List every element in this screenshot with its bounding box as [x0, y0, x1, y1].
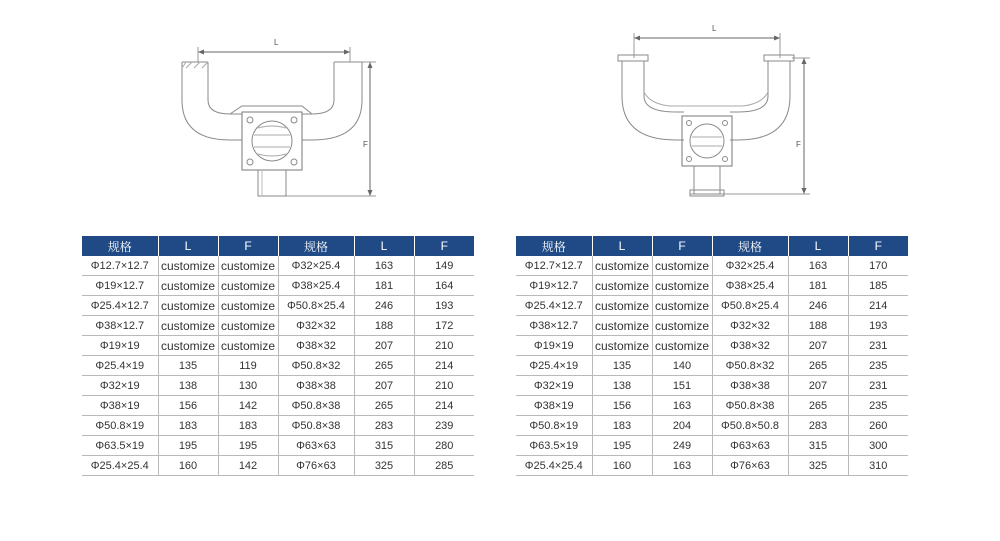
table-row [82, 416, 474, 436]
header-f: F [218, 236, 278, 256]
table-cell: Φ50.8×25.4 [712, 296, 788, 316]
table-cell: Φ32×32 [712, 316, 788, 336]
table-cell: customize [592, 336, 652, 356]
table-cell: 138 [158, 376, 218, 396]
fitting-drawing-left-svg [170, 0, 390, 215]
table-cell: 140 [652, 356, 712, 376]
table-row [516, 336, 908, 356]
header-spec: 规格 [516, 236, 592, 256]
table-cell: 195 [218, 436, 278, 456]
table-cell: customize [158, 296, 218, 316]
table-cell: Φ63.5×19 [82, 436, 158, 456]
table-cell: Φ25.4×12.7 [82, 296, 158, 316]
table-cell: 207 [354, 376, 414, 396]
table-cell: 138 [592, 376, 652, 396]
table-cell: customize [652, 336, 712, 356]
table-cell: 231 [848, 376, 908, 396]
table-cell: Φ19×12.7 [516, 276, 592, 296]
table-row [82, 296, 474, 316]
table-cell: 188 [788, 316, 848, 336]
spec-table-left-body [82, 256, 474, 476]
table-cell: Φ32×19 [516, 376, 592, 396]
header-spec: 规格 [278, 236, 354, 256]
table-cell: 163 [652, 396, 712, 416]
table-header-row [82, 236, 474, 256]
table-cell: Φ19×19 [82, 336, 158, 356]
table-row [516, 416, 908, 436]
table-row [516, 436, 908, 456]
table-cell: Φ50.8×38 [712, 396, 788, 416]
table-cell: Φ63×63 [278, 436, 354, 456]
table-cell: 265 [788, 396, 848, 416]
table-header-row [516, 236, 908, 256]
table-cell: 325 [354, 456, 414, 476]
table-row [82, 436, 474, 456]
table-cell: 195 [158, 436, 218, 456]
table-cell: 214 [848, 296, 908, 316]
table-row [82, 356, 474, 376]
table-cell: customize [652, 316, 712, 336]
table-cell: 151 [652, 376, 712, 396]
table-cell: customize [592, 256, 652, 276]
fitting-drawing-right [610, 0, 830, 215]
table-cell: Φ50.8×38 [278, 416, 354, 436]
table-cell: 188 [354, 316, 414, 336]
table-cell: 149 [414, 256, 474, 276]
table-cell: Φ32×32 [278, 316, 354, 336]
header-spec: 规格 [712, 236, 788, 256]
header-l: L [788, 236, 848, 256]
fitting-drawing-right-svg [610, 0, 830, 215]
table-cell: 183 [218, 416, 278, 436]
table-cell: 239 [414, 416, 474, 436]
table-cell: customize [652, 296, 712, 316]
table-cell: Φ63.5×19 [516, 436, 592, 456]
table-cell: 172 [414, 316, 474, 336]
table-cell: 265 [354, 356, 414, 376]
table-cell: Φ12.7×12.7 [82, 256, 158, 276]
table-cell: Φ25.4×25.4 [82, 456, 158, 476]
header-spec: 规格 [82, 236, 158, 256]
table-cell: 315 [788, 436, 848, 456]
table-row [516, 316, 908, 336]
table-cell: Φ19×19 [516, 336, 592, 356]
table-cell: Φ25.4×19 [82, 356, 158, 376]
table-cell: 156 [592, 396, 652, 416]
table-cell: 135 [158, 356, 218, 376]
table-cell: 193 [848, 316, 908, 336]
table-cell: Φ50.8×19 [516, 416, 592, 436]
table-cell: 280 [414, 436, 474, 456]
table-cell: Φ50.8×38 [278, 396, 354, 416]
table-cell: Φ38×12.7 [516, 316, 592, 336]
table-cell: 249 [652, 436, 712, 456]
table-cell: Φ63×63 [712, 436, 788, 456]
header-f: F [414, 236, 474, 256]
table-row [516, 356, 908, 376]
table-cell: 142 [218, 456, 278, 476]
header-l: L [158, 236, 218, 256]
table-cell: customize [592, 276, 652, 296]
table-cell: 325 [788, 456, 848, 476]
table-cell: 214 [414, 396, 474, 416]
table-row [82, 276, 474, 296]
table-cell: Φ50.8×19 [82, 416, 158, 436]
table-cell: Φ32×25.4 [712, 256, 788, 276]
table-cell: 265 [354, 396, 414, 416]
table-cell: 300 [848, 436, 908, 456]
table-cell: 204 [652, 416, 712, 436]
table-cell: customize [218, 336, 278, 356]
table-row [516, 396, 908, 416]
spec-table-right-body [516, 256, 908, 476]
table-cell: customize [158, 316, 218, 336]
table-cell: 283 [788, 416, 848, 436]
table-cell: Φ50.8×32 [712, 356, 788, 376]
table-cell: 246 [354, 296, 414, 316]
table-cell: Φ76×63 [278, 456, 354, 476]
table-cell: customize [158, 276, 218, 296]
table-row [516, 276, 908, 296]
table-cell: Φ12.7×12.7 [516, 256, 592, 276]
height-label-left: F [363, 140, 368, 149]
table-row [82, 316, 474, 336]
table-cell: Φ32×19 [82, 376, 158, 396]
table-cell: Φ38×25.4 [278, 276, 354, 296]
table-cell: Φ38×38 [278, 376, 354, 396]
table-cell: Φ38×19 [516, 396, 592, 416]
header-f: F [652, 236, 712, 256]
table-cell: 183 [158, 416, 218, 436]
table-cell: 185 [848, 276, 908, 296]
table-cell: Φ25.4×12.7 [516, 296, 592, 316]
table-cell: 210 [414, 376, 474, 396]
table-cell: customize [218, 256, 278, 276]
height-label-right: F [796, 140, 801, 149]
table-cell: 142 [218, 396, 278, 416]
table-cell: customize [652, 276, 712, 296]
table-row [82, 256, 474, 276]
table-cell: 163 [788, 256, 848, 276]
table-cell: 260 [848, 416, 908, 436]
table-cell: customize [652, 256, 712, 276]
table-cell: 315 [354, 436, 414, 456]
table-cell: 135 [592, 356, 652, 376]
table-cell: 235 [848, 396, 908, 416]
table-row [516, 376, 908, 396]
spec-table-left [82, 236, 474, 476]
table-cell: 246 [788, 296, 848, 316]
table-row [82, 336, 474, 356]
table-cell: Φ19×12.7 [82, 276, 158, 296]
table-cell: 207 [354, 336, 414, 356]
table-cell: 265 [788, 356, 848, 376]
table-cell: Φ38×12.7 [82, 316, 158, 336]
table-cell: 310 [848, 456, 908, 476]
length-label-right: L [712, 24, 717, 33]
table-cell: Φ38×32 [278, 336, 354, 356]
table-cell: 163 [354, 256, 414, 276]
table-cell: Φ50.8×32 [278, 356, 354, 376]
table-cell: customize [592, 316, 652, 336]
table-row [82, 396, 474, 416]
table-cell: 214 [414, 356, 474, 376]
table-cell: 160 [592, 456, 652, 476]
table-cell: 195 [592, 436, 652, 456]
table-cell: Φ38×38 [712, 376, 788, 396]
table-cell: 164 [414, 276, 474, 296]
table-cell: Φ25.4×19 [516, 356, 592, 376]
table-cell: customize [158, 256, 218, 276]
spec-table-right [516, 236, 908, 476]
table-cell: 170 [848, 256, 908, 276]
table-cell: 181 [788, 276, 848, 296]
table-cell: Φ50.8×50.8 [712, 416, 788, 436]
table-cell: Φ50.8×25.4 [278, 296, 354, 316]
table-cell: 210 [414, 336, 474, 356]
table-cell: 283 [354, 416, 414, 436]
table-cell: 181 [354, 276, 414, 296]
table-cell: 163 [652, 456, 712, 476]
table-row [82, 456, 474, 476]
table-cell: Φ25.4×25.4 [516, 456, 592, 476]
table-cell: 207 [788, 376, 848, 396]
table-cell: 285 [414, 456, 474, 476]
table-cell: 160 [158, 456, 218, 476]
header-l: L [592, 236, 652, 256]
table-cell: customize [218, 316, 278, 336]
table-cell: Φ38×25.4 [712, 276, 788, 296]
table-cell: Φ38×19 [82, 396, 158, 416]
table-cell: Φ76×63 [712, 456, 788, 476]
table-cell: Φ32×25.4 [278, 256, 354, 276]
table-cell: 207 [788, 336, 848, 356]
length-label-left: L [274, 38, 279, 47]
table-cell: customize [218, 296, 278, 316]
table-cell: 130 [218, 376, 278, 396]
table-cell: customize [592, 296, 652, 316]
table-cell: 193 [414, 296, 474, 316]
fitting-drawing-left [170, 0, 390, 215]
table-cell: customize [158, 336, 218, 356]
table-cell: 235 [848, 356, 908, 376]
table-cell: 156 [158, 396, 218, 416]
table-row [516, 456, 908, 476]
table-row [516, 256, 908, 276]
table-row [516, 296, 908, 316]
table-cell: 119 [218, 356, 278, 376]
table-cell: customize [218, 276, 278, 296]
table-cell: 231 [848, 336, 908, 356]
table-row [82, 376, 474, 396]
table-cell: 183 [592, 416, 652, 436]
table-cell: Φ38×32 [712, 336, 788, 356]
header-l: L [354, 236, 414, 256]
header-f: F [848, 236, 908, 256]
